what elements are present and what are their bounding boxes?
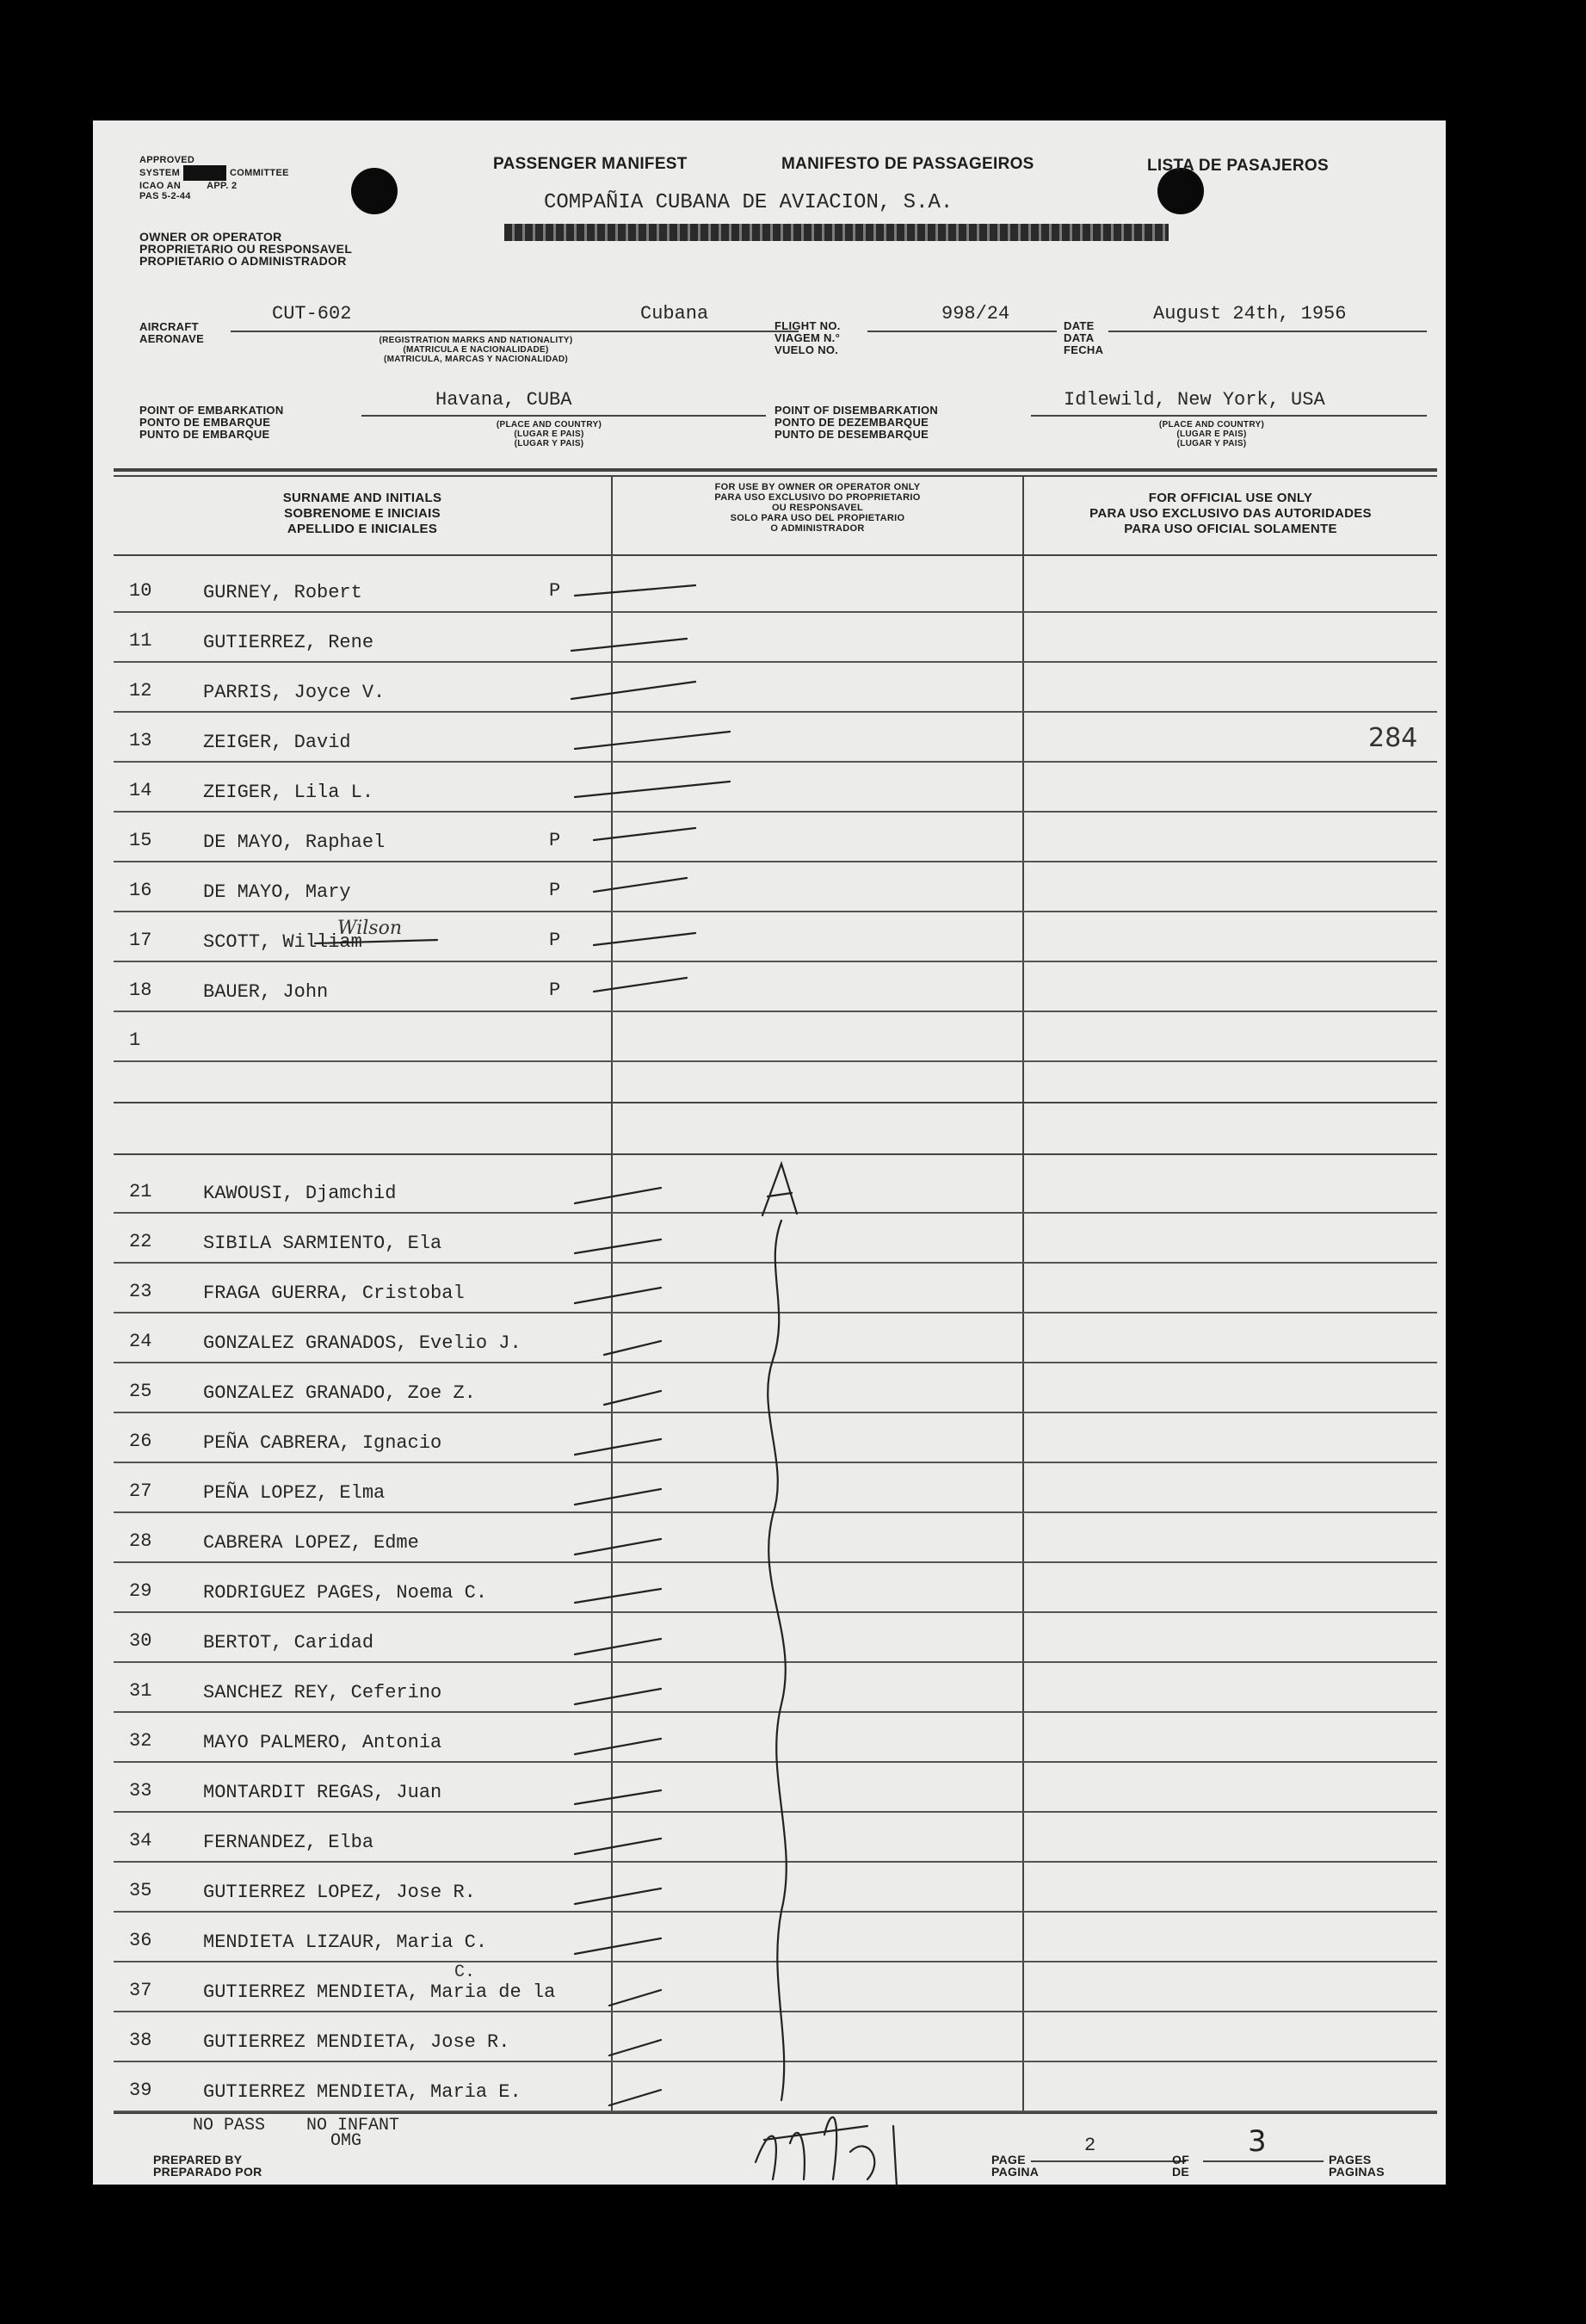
col-header-line: SURNAME AND INITIALS (282, 491, 442, 505)
passenger-name: KAWOUSI, Djamchid (203, 1183, 397, 1204)
check-stroke (575, 1539, 661, 1554)
passenger-number: 10 (129, 580, 152, 602)
check-stroke (604, 1391, 661, 1405)
prepared-label-line: PREPARADO POR (153, 2165, 262, 2179)
passenger-name: GUTIERREZ LOPEZ, Jose R. (203, 1882, 476, 1903)
passenger-number: 26 (129, 1431, 152, 1452)
place-caption-line: (PLACE AND COUNTRY) (496, 420, 602, 430)
prepared-label-line: PREPARED BY (153, 2153, 243, 2166)
passenger-name: GUTIERREZ, Rene (203, 632, 374, 653)
check-stroke (575, 1439, 661, 1455)
passenger-number: 33 (129, 1780, 152, 1802)
check-stroke (571, 682, 695, 699)
check-stroke (594, 933, 695, 945)
col-header-line: APELLIDO E INICIALES (287, 522, 438, 536)
check-stroke (575, 732, 730, 749)
col-header-line: OU RESPONSAVEL (771, 503, 864, 513)
footer-initials: OMG (330, 2131, 362, 2151)
disembark-label-line: PUNTO DE DESEMBARQUE (774, 428, 929, 441)
check-stroke (575, 1489, 661, 1505)
pen-marks (93, 121, 1446, 2185)
check-stroke (575, 1689, 661, 1704)
col-header-line: FOR USE BY OWNER OR OPERATOR ONLY (714, 482, 921, 492)
date-label-line: DATE (1064, 319, 1095, 332)
place-caption-line: (PLACE AND COUNTRY) (1158, 420, 1265, 430)
check-stroke (594, 828, 695, 840)
passenger-name: CABRERA LOPEZ, Edme (203, 1532, 419, 1554)
check-stroke (575, 782, 730, 797)
passenger-name: MENDIETA LIZAUR, Maria C. (203, 1932, 488, 1953)
passenger-number: 31 (129, 1680, 152, 1702)
page-number: 2 (1084, 2135, 1096, 2156)
passenger-mark: P (549, 930, 561, 951)
handwritten-signature (756, 2117, 897, 2185)
passenger-number: 29 (129, 1580, 152, 1602)
passenger-number: 30 (129, 1630, 152, 1652)
passenger-number: 39 (129, 2080, 152, 2101)
col-header-line: PARA USO OFICIAL SOLAMENTE (1124, 522, 1337, 536)
passenger-name: GUTIERREZ MENDIETA, Jose R. (203, 2031, 510, 2053)
disembark-label-line: POINT OF DISEMBARKATION (774, 404, 939, 417)
col-header-line: PARA USO EXCLUSIVO DO PROPRIETARIO (714, 492, 921, 503)
approval-line: APPROVED (139, 155, 195, 165)
check-stroke (575, 585, 695, 596)
passenger-name: FRAGA GUERRA, Cristobal (203, 1283, 465, 1304)
check-stroke (575, 1639, 661, 1654)
passenger-number: 35 (129, 1880, 152, 1901)
owner-label-line: PROPRIETARIO OU RESPONSAVEL (139, 242, 353, 256)
flight-label-line: FLIGHT NO. (774, 319, 841, 332)
passenger-number: 25 (129, 1381, 152, 1402)
passenger-mark: P (549, 580, 561, 602)
official-number-284: 284 (1368, 723, 1418, 753)
passenger-name: PARRIS, Joyce V. (203, 682, 386, 703)
passenger-number: 23 (129, 1281, 152, 1302)
check-stroke (609, 2090, 661, 2105)
check-stroke (575, 1288, 661, 1303)
check-stroke (575, 1188, 661, 1203)
handwritten-initial-c: C. (454, 1962, 476, 1982)
passenger-name: ZEIGER, Lila L. (203, 782, 374, 803)
passenger-name: GUTIERREZ MENDIETA, Maria de la (203, 1981, 556, 2003)
passenger-name: FERNANDEZ, Elba (203, 1832, 374, 1853)
passenger-number: 21 (129, 1181, 152, 1202)
passenger-number: 37 (129, 1980, 152, 2001)
passenger-number: 38 (129, 2030, 152, 2051)
place-caption-line: (LUGAR E PAIS) (514, 430, 584, 439)
passenger-number: 16 (129, 880, 152, 901)
col-header-line: FOR OFFICIAL USE ONLY (1148, 491, 1313, 505)
place-caption-line: (LUGAR Y PAIS) (1176, 439, 1247, 448)
passenger-number: 32 (129, 1730, 152, 1752)
date-label-line: FECHA (1064, 343, 1104, 356)
check-stroke (604, 1341, 661, 1355)
check-stroke (575, 1239, 661, 1253)
passenger-name: SCOTT, William (203, 931, 362, 953)
approval-line: PAS 5-2-44 (139, 191, 191, 201)
passenger-name: SIBILA SARMIENTO, Ela (203, 1233, 442, 1254)
aircraft-caption-line: (MATRICULA E NACIONALIDADE) (403, 345, 549, 355)
check-stroke (571, 639, 687, 651)
pages-label-line: PAGES (1329, 2153, 1372, 2166)
footer-note: NO PASS NO INFANT (193, 2116, 400, 2135)
bracket-line (768, 1221, 787, 2100)
passenger-number: 1 (129, 1029, 141, 1051)
passenger-mark: P (549, 880, 561, 901)
handwritten-a (762, 1164, 797, 1215)
check-stroke (575, 1790, 661, 1804)
disembark-place: Idlewild, New York, USA (1064, 389, 1325, 411)
passenger-name: GONZALEZ GRANADOS, Evelio J. (203, 1332, 521, 1354)
aircraft-caption-line: (MATRICULA, MARCAS Y NACIONALIDAD) (383, 355, 569, 364)
passenger-mark: P (549, 980, 561, 1001)
date-label-line: DATA (1064, 331, 1095, 344)
passenger-name: SANCHEZ REY, Ceferino (203, 1682, 442, 1703)
title-spanish: LISTA DE PASAJEROS (1147, 157, 1329, 175)
check-stroke (609, 1990, 661, 2006)
passenger-number: 27 (129, 1480, 152, 1502)
passenger-mark: P (549, 830, 561, 851)
passenger-name: RODRIGUEZ PAGES, Noema C. (203, 1582, 488, 1604)
embark-label-line: PONTO DE EMBARQUE (139, 416, 271, 429)
embark-label-line: PUNTO DE EMBARQUE (139, 428, 270, 441)
place-caption-line: (LUGAR Y PAIS) (514, 439, 584, 448)
page-total: 3 (1248, 2124, 1267, 2159)
approval-line: ICAO AN (139, 181, 182, 191)
strike-line (315, 940, 437, 943)
passenger-name: GURNEY, Robert (203, 582, 362, 603)
title-english: PASSENGER MANIFEST (493, 155, 688, 173)
check-stroke (575, 1938, 661, 1954)
operator-name: COMPAÑIA CUBANA DE AVIACION, S.A. (544, 191, 953, 214)
check-stroke (609, 2040, 661, 2055)
check-stroke (575, 1589, 661, 1603)
passenger-number: 12 (129, 680, 152, 702)
passenger-number: 18 (129, 980, 152, 1001)
check-stroke (594, 878, 687, 892)
passenger-number: 11 (129, 630, 152, 652)
passenger-name: GONZALEZ GRANADO, Zoe Z. (203, 1382, 476, 1404)
check-stroke (575, 1839, 661, 1854)
manifest-sheet (93, 121, 1446, 2185)
passenger-name: DE MAYO, Raphael (203, 831, 386, 853)
pages-label-line: PAGINAS (1329, 2165, 1385, 2179)
page-label-line: PAGINA (991, 2165, 1040, 2179)
check-stroke (594, 978, 687, 992)
passenger-name: GUTIERREZ MENDIETA, Maria E. (203, 2081, 521, 2103)
passenger-name: PEÑA LOPEZ, Elma (203, 1482, 386, 1504)
passenger-name: BERTOT, Caridad (203, 1632, 374, 1653)
passenger-number: 17 (129, 930, 152, 951)
flight-label-line: VUELO NO. (774, 343, 839, 356)
aircraft-caption-line: (REGISTRATION MARKS AND NATIONALITY) (379, 336, 573, 345)
disembark-label-line: PONTO DE DEZEMBARQUE (774, 416, 929, 429)
passenger-number: 22 (129, 1231, 152, 1252)
passenger-name: PEÑA CABRERA, Ignacio (203, 1432, 442, 1454)
passenger-name: MONTARDIT REGAS, Juan (203, 1782, 442, 1803)
aircraft-label-line: AERONAVE (139, 332, 205, 345)
of-label-line: OF (1172, 2153, 1190, 2166)
passenger-name: MAYO PALMERO, Antonia (203, 1732, 442, 1753)
check-stroke (575, 1888, 661, 1904)
passenger-name: BAUER, John (203, 981, 329, 1003)
aircraft-nationality: Cubana (640, 303, 709, 324)
passenger-number: 14 (129, 780, 152, 801)
passenger-name: DE MAYO, Mary (203, 881, 351, 903)
embark-place: Havana, CUBA (435, 389, 572, 411)
check-stroke (575, 1739, 661, 1754)
owner-label-line: OWNER OR OPERATOR (139, 230, 282, 244)
of-label-line: DE (1172, 2165, 1190, 2179)
passenger-name: ZEIGER, David (203, 732, 351, 753)
col-header-line: O ADMINISTRADOR (770, 523, 865, 534)
aircraft-label-line: AIRCRAFT (139, 320, 199, 333)
passenger-number: 24 (129, 1331, 152, 1352)
col-header-line: PARA USO EXCLUSIVO DAS AUTORIDADES (1089, 506, 1372, 521)
owner-label-line: PROPIETARIO O ADMINISTRADOR (139, 254, 347, 268)
embark-label-line: POINT OF EMBARKATION (139, 404, 284, 417)
passenger-number: 15 (129, 830, 152, 851)
passenger-number: 34 (129, 1830, 152, 1851)
passenger-number: 28 (129, 1530, 152, 1552)
approval-line: APP. 2 (207, 181, 238, 191)
place-caption-line: (LUGAR E PAIS) (1176, 430, 1247, 439)
passenger-number: 36 (129, 1930, 152, 1951)
flight-date: August 24th, 1956 (1153, 303, 1347, 324)
approval-line: SYSTEM (139, 167, 181, 178)
aircraft-registration: CUT-602 (272, 303, 352, 324)
col-header-line: SOBRENOME E INICIAIS (284, 506, 441, 521)
flight-number: 998/24 (941, 303, 1010, 324)
page-label-line: PAGE (991, 2153, 1026, 2166)
title-portuguese: MANIFESTO DE PASSAGEIROS (781, 155, 1034, 173)
flight-label-line: VIAGEM N.° (774, 331, 841, 344)
col-header-line: SOLO PARA USO DEL PROPIETARIO (730, 513, 905, 523)
approval-line: COMMITTEE (230, 167, 289, 178)
handwritten-wilson: Wilson (337, 918, 403, 939)
passenger-number: 13 (129, 730, 152, 751)
